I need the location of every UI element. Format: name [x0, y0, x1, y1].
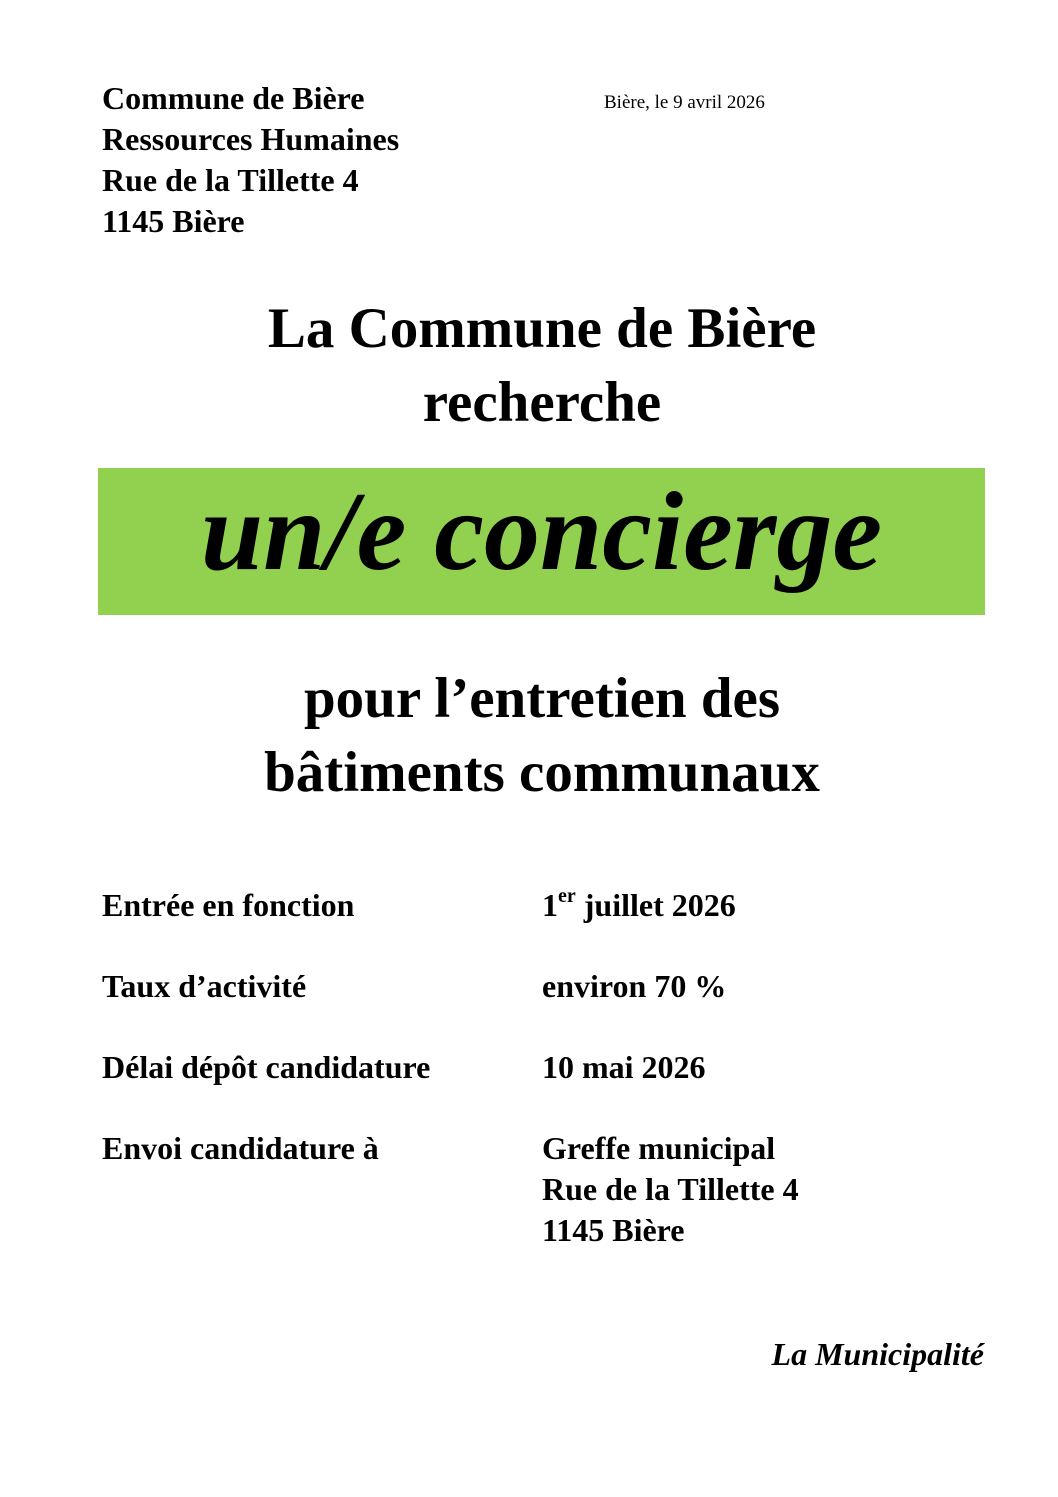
- subheadline: [0, 662, 1058, 810]
- sender-department: Ressources Humaines: [102, 121, 400, 157]
- detail-value: environ 70 %: [542, 968, 727, 1004]
- send-to-line-1: Greffe municipal: [542, 1130, 776, 1166]
- job-title-banner: [98, 468, 985, 615]
- detail-row-rate: [102, 966, 982, 1007]
- start-day-suffix: er: [558, 885, 576, 907]
- sender-address: [102, 78, 399, 242]
- detail-label: Envoi candidature à: [102, 1130, 379, 1166]
- sender-street: Rue de la Tillette 4: [102, 162, 359, 198]
- subheadline-line-2: bâtiments communaux: [264, 741, 820, 804]
- signature: La Municipalité: [771, 1336, 984, 1372]
- detail-label: Taux d’activité: [102, 968, 307, 1004]
- detail-row-start: [102, 885, 982, 926]
- detail-value: [542, 885, 736, 926]
- headline: [0, 292, 1058, 440]
- start-month-year: juillet 2026: [575, 887, 736, 923]
- send-to-line-3: 1145 Bière: [542, 1212, 685, 1248]
- job-title: un/e concierge: [200, 469, 883, 594]
- detail-label: Entrée en fonction: [102, 887, 355, 923]
- job-details: [102, 885, 982, 1291]
- letter-date: Bière, le 9 avril 2026: [604, 92, 765, 113]
- start-day: 1: [542, 887, 558, 923]
- detail-label: Délai dépôt candidature: [102, 1049, 431, 1085]
- detail-value: 10 mai 2026: [542, 1049, 706, 1085]
- headline-line-1: La Commune de Bière: [267, 297, 817, 360]
- detail-row-deadline: [102, 1047, 982, 1088]
- detail-value: [542, 1128, 799, 1251]
- detail-row-send-to: [102, 1128, 982, 1251]
- send-to-line-2: Rue de la Tillette 4: [542, 1171, 799, 1207]
- headline-line-2: recherche: [422, 371, 662, 434]
- sender-name: Commune de Bière: [102, 80, 365, 116]
- subheadline-line-1: pour l’entretien des: [303, 667, 781, 730]
- sender-city: 1145 Bière: [102, 203, 245, 239]
